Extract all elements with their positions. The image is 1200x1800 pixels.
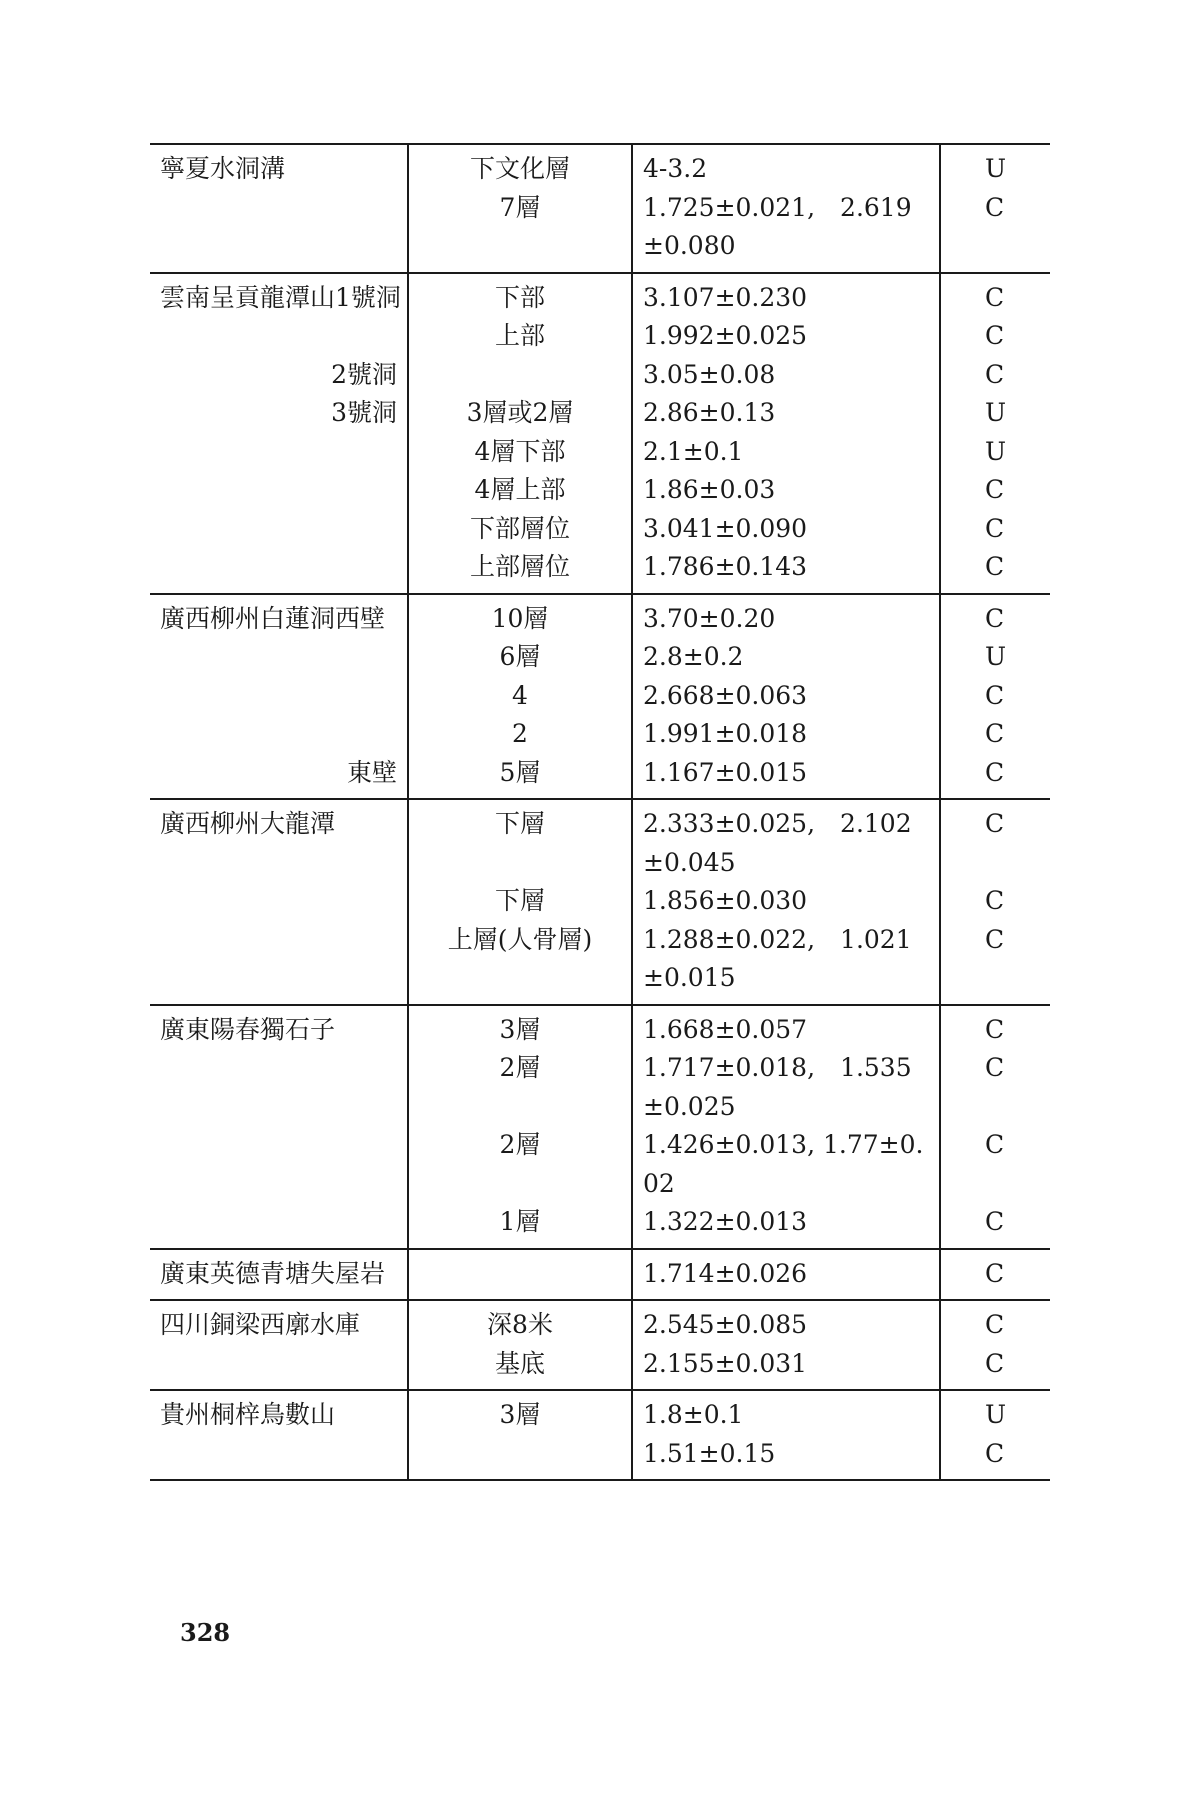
table-group [150,594,1050,800]
table-row [150,1390,1050,1435]
layer-cell: 下層 [408,882,632,921]
site-cell [150,548,408,594]
value-cell: 2.8±0.2 [632,638,940,677]
code-cell: C [940,273,1050,318]
value-cell: 1.714±0.026 [632,1249,940,1301]
site-cell: 3號洞 [331,398,397,427]
layer-cell: 深8米 [408,1300,632,1345]
table-row [150,1345,1050,1391]
value-cell: 2.86±0.13 [632,394,940,433]
code-cell: C [940,356,1050,395]
site-cell [150,882,408,921]
table-group [150,273,1050,594]
site-cell: 四川銅梁西廓水庫 [160,1310,361,1339]
table-row [150,144,1050,189]
layer-cell: 4層下部 [408,433,632,472]
table-row [150,1049,1050,1126]
layer-cell [408,356,632,395]
layer-cell: 下文化層 [408,144,632,189]
value-cell: 2.1±0.1 [632,433,940,472]
site-cell [150,1049,408,1126]
code-cell: C [940,882,1050,921]
table-group [150,1249,1050,1301]
table-row [150,1203,1050,1249]
value-cell: 1.668±0.057 [632,1005,940,1050]
value-cell: 1.991±0.018 [632,715,940,754]
code-cell: C [940,189,1050,273]
site-cell: 東壁 [346,757,397,787]
site-cell [150,433,408,472]
value-cell: 1.992±0.025 [632,317,940,356]
code-cell: C [940,1126,1050,1203]
site-cell [150,317,408,356]
value-cell: 1.322±0.013 [632,1203,940,1249]
layer-cell: 3層 [408,1390,632,1435]
site-cell [150,638,408,677]
site-cell [150,189,408,273]
table-group [150,1005,1050,1249]
site-cell [150,1435,408,1481]
table-row [150,638,1050,677]
code-cell: C [940,715,1050,754]
table-row [150,754,1050,800]
value-cell: 1.288±0.022, 1.021±0.015 [632,921,940,1005]
code-cell: C [940,677,1050,716]
value-cell: 3.05±0.08 [632,356,940,395]
table-row [150,317,1050,356]
layer-cell: 7層 [408,189,632,273]
value-cell: 1.717±0.018, 1.535±0.025 [632,1049,940,1126]
site-cell: 2號洞 [331,359,397,389]
code-cell: C [940,1203,1050,1249]
site-cell: 寧夏水洞溝 [160,154,286,183]
site-cell [150,921,408,1005]
layer-cell: 下部層位 [408,510,632,549]
table-row [150,273,1050,318]
code-cell: C [940,1300,1050,1345]
table-row [150,882,1050,921]
table-group [150,1390,1050,1480]
value-cell: 1.725±0.021, 2.619±0.080 [632,189,940,273]
site-cell [150,471,408,510]
value-cell: 3.107±0.230 [632,273,940,318]
value-cell: 1.86±0.03 [632,471,940,510]
code-cell: C [940,1345,1050,1391]
code-cell: C [940,1435,1050,1481]
value-cell: 2.668±0.063 [632,677,940,716]
table-row [150,1005,1050,1050]
value-cell: 1.8±0.1 [632,1390,940,1435]
value-cell: 4-3.2 [632,144,940,189]
site-cell [150,715,408,754]
table-group [150,799,1050,1005]
code-cell: C [940,471,1050,510]
site-cell [150,1126,408,1203]
code-cell: C [940,1049,1050,1126]
code-cell: C [940,921,1050,1005]
dating-table [150,143,1050,1481]
code-cell: C [940,317,1050,356]
table-row [150,1126,1050,1203]
layer-cell: 6層 [408,638,632,677]
site-cell [150,1203,408,1249]
value-cell: 3.041±0.090 [632,510,940,549]
code-cell: C [940,548,1050,594]
layer-cell: 2層 [408,1049,632,1126]
code-cell: C [940,1005,1050,1050]
value-cell: 2.333±0.025, 2.102±0.045 [632,799,940,882]
layer-cell: 3層 [408,1005,632,1050]
table-row [150,1300,1050,1345]
table-row [150,677,1050,716]
code-cell: U [940,433,1050,472]
code-cell: U [940,144,1050,189]
code-cell: C [940,754,1050,800]
table-row [150,799,1050,882]
value-cell: 3.70±0.20 [632,594,940,639]
layer-cell: 2層 [408,1126,632,1203]
code-cell: U [940,1390,1050,1435]
value-cell: 2.545±0.085 [632,1300,940,1345]
layer-cell: 上層(人骨層) [408,921,632,1005]
code-cell: U [940,394,1050,433]
value-cell: 1.856±0.030 [632,882,940,921]
table-row [150,548,1050,594]
layer-cell [408,1435,632,1481]
table-group [150,1300,1050,1390]
code-cell: C [940,510,1050,549]
table-row [150,921,1050,1005]
table-row [150,1249,1050,1301]
site-cell: 廣西柳州大龍潭 [160,809,336,838]
table-row [150,594,1050,639]
value-cell: 1.51±0.15 [632,1435,940,1481]
page-number: 328 [180,1618,231,1647]
table-row [150,471,1050,510]
site-cell [150,1345,408,1391]
code-cell: C [940,594,1050,639]
layer-cell: 上部層位 [408,548,632,594]
value-cell: 1.167±0.015 [632,754,940,800]
code-cell: C [940,799,1050,882]
value-cell: 1.426±0.013, 1.77±0.02 [632,1126,940,1203]
layer-cell: 3層或2層 [408,394,632,433]
site-cell [150,510,408,549]
layer-cell [408,1249,632,1301]
table-row [150,356,1050,395]
table-row [150,394,1050,433]
site-cell: 廣東陽春獨石子 [160,1014,336,1044]
site-cell: 廣西柳州白蓮洞西壁 [160,603,386,633]
layer-cell: 4 [408,677,632,716]
layer-cell: 2 [408,715,632,754]
layer-cell: 基底 [408,1345,632,1391]
layer-cell: 4層上部 [408,471,632,510]
layer-cell: 上部 [408,317,632,356]
site-cell [150,677,408,716]
code-cell: C [940,1249,1050,1301]
value-cell: 1.786±0.143 [632,548,940,594]
layer-cell: 下層 [408,799,632,882]
site-cell: 廣東英德青塘失屋岩 [160,1258,386,1288]
layer-cell: 10層 [408,594,632,639]
table-row [150,433,1050,472]
table-row [150,510,1050,549]
table-group [150,144,1050,273]
layer-cell: 下部 [408,273,632,318]
table-row [150,1435,1050,1481]
layer-cell: 1層 [408,1203,632,1249]
table-row [150,715,1050,754]
layer-cell: 5層 [408,754,632,800]
value-cell: 2.155±0.031 [632,1345,940,1391]
site-cell: 貴州桐梓鳥數山 [160,1400,336,1429]
code-cell: U [940,638,1050,677]
site-cell: 雲南呈貢龍潭山1號洞 [160,282,401,312]
table-row [150,189,1050,273]
